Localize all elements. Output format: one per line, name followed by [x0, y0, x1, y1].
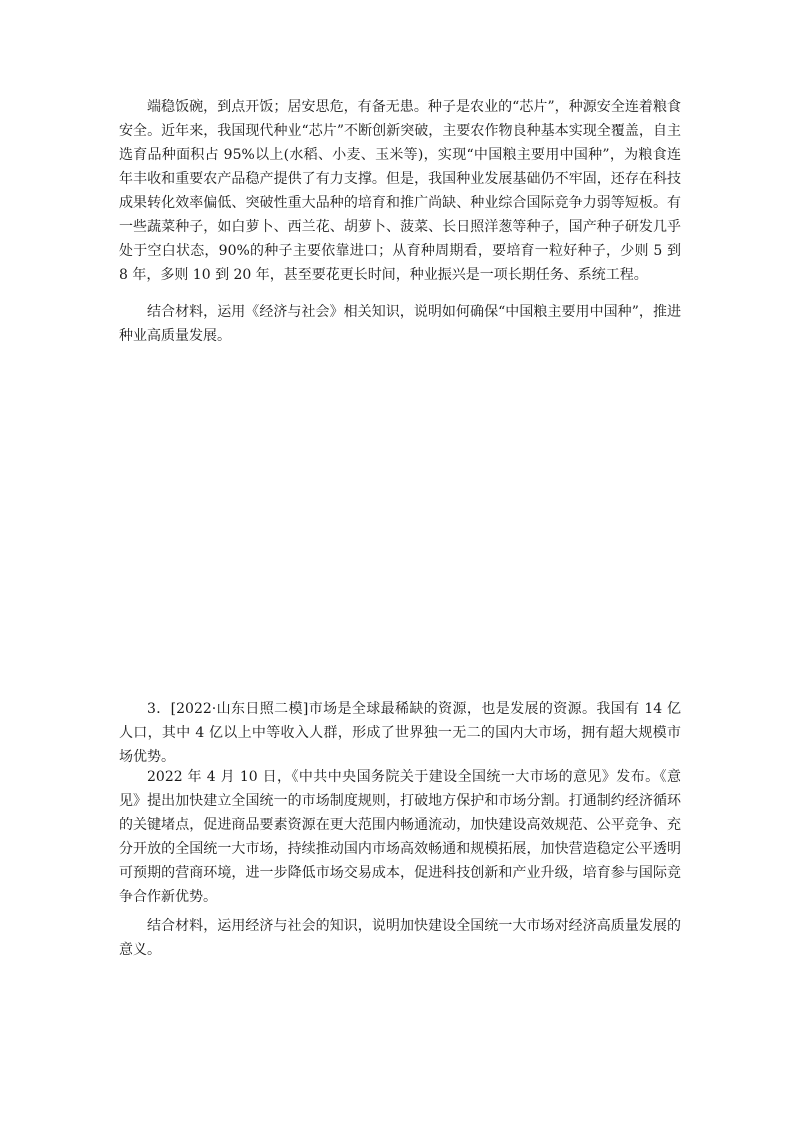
material-paragraph-seed-industry: 端稳饭碗，到点开饭；居安思危，有备无患。种子是农业的“芯片”，种源安全连着粮食安全。近年来，我国现代种业“芯片”不断创新突破，主要农作物良种基本实现全覆盖，自主选育品种面积占 95%以上(水稻、小麦、玉米等)，实现“中国粮主要用中国种”，为粮食连年丰收和重要农产品稳产提供了有力支撑。但是，我国种业发展基础仍不牢固，还存在科技成果转化效率偏低、突破性重大品种的培育和推广尚缺、种业综合国际竞争力弱等短板。有一些蔬菜种子，如白萝卜、西兰花、胡萝卜、菠菜、长日照洋葱等种子，国产种子研发几乎处于空白状态，90%的种子主要依靠进口；从育种周期看，要培育一粒好种子，少则 5 到 8 年，多则 10 到 20 年，甚至要花更长时间，种业振兴是一项长期任务、系统工程。: [119, 99, 681, 283]
question-unified-market: 结合材料，运用经济与社会的知识，说明加快建设全国统一大市场对经济高质量发展的意义。: [119, 918, 681, 958]
question-seed-industry: 结合材料，运用《经济与社会》相关知识，说明如何确保“中国粮主要用中国种”，推进种业高质量发展。: [119, 304, 681, 344]
question-3-intro: 3．[2022·山东日照二模]市场是全球最稀缺的资源，也是发展的资源。我国有 14 亿人口，其中 4 亿以上中等收入人群，形成了世界独一无二的国内大市场，拥有超大规模市场优势。: [119, 701, 681, 765]
material-paragraph-unified-market: 2022 年 4 月 10 日，《中共中央国务院关于建设全国统一大市场的意见》发布。《意见》提出加快建立全国统一的市场制度规则，打破地方保护和市场分割。打通制约经济循环的关键堵点，促进商品要素资源在更大范围内畅通流动，加快建设高效规范、公平竞争、充分开放的全国统一大市场，持续推动国内市场高效畅通和规模拓展，加快营造稳定公平透明可预期的营商环境，进一步降低市场交易成本，促进科技创新和产业升级，培育参与国际竞争合作新优势。: [119, 769, 681, 905]
